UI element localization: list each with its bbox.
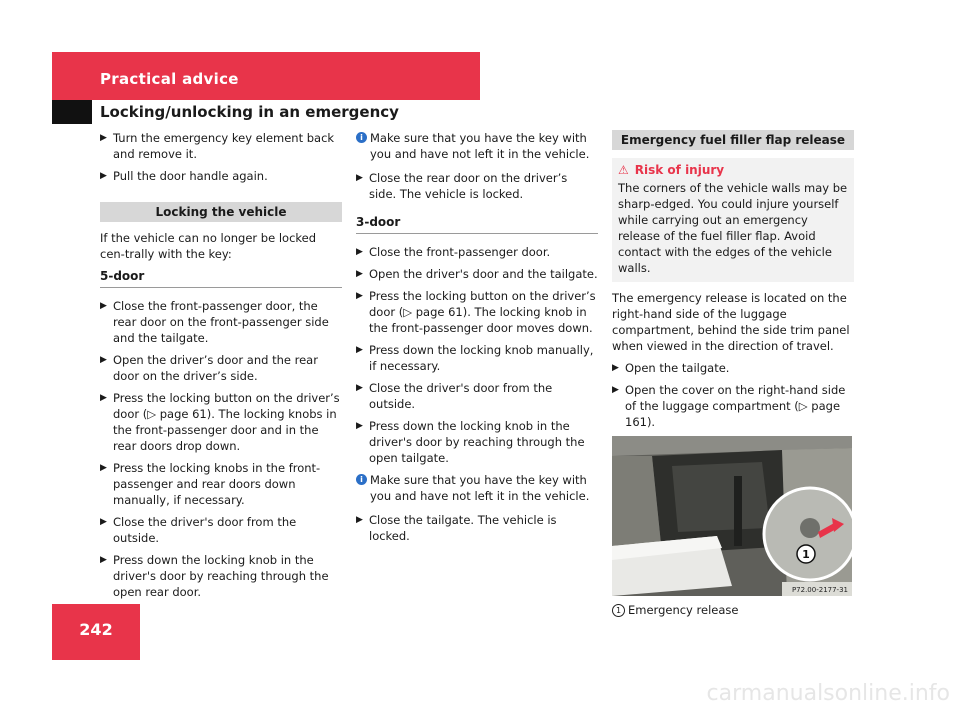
step-text: Press the locking button on the driver’s door (▷ page 61). The locking knob in the front-passenger door moves down.: [369, 289, 596, 335]
step-item: [356, 266, 598, 282]
step-text: Press the locking button on the driver’s door (▷ page 61). The locking knobs in the front-passenger door and in the rear doors drop down.: [113, 391, 340, 453]
release-location-text: The emergency release is located on the right-hand side of the luggage compartment, behind the side trim panel when viewed in the direction of travel.: [612, 291, 850, 353]
step-text: Close the rear door on the driver’s side. The vehicle is locked.: [369, 171, 568, 201]
step-item: [100, 168, 342, 184]
steps-list: [356, 512, 598, 544]
step-text: Close the front-passenger door.: [369, 245, 551, 259]
subheading-3-door: 3-door: [356, 214, 598, 234]
steps-list: [356, 244, 598, 466]
step-item: [612, 360, 854, 376]
step-text: Close the driver's door from the outside.: [113, 515, 297, 545]
arrow-right-icon: ▶: [356, 421, 363, 431]
locking-intro: If the vehicle can no longer be locked cen-trally with the key:: [100, 231, 317, 261]
arrow-right-icon: ▶: [100, 463, 107, 473]
step-item: [612, 382, 854, 430]
header-accent: [52, 100, 92, 124]
callout-number: 1: [802, 548, 810, 561]
steps-list: [356, 170, 598, 202]
step-text: Open the cover on the right-hand side of the luggage compartment (▷ page 161).: [625, 383, 846, 429]
info-note: i Make sure that you have the key with you and have not left it in the vehicle.: [356, 130, 598, 162]
arrow-right-icon: ▶: [356, 345, 363, 355]
arrow-right-icon: ▶: [100, 133, 107, 143]
step-item: [100, 130, 342, 162]
step-text: Close the front-passenger door, the rear door on the front-passenger side and the tailgate.: [113, 299, 329, 345]
section-heading-locking: Locking the vehicle: [100, 202, 342, 222]
step-text: Press down the locking knob manually, if necessary.: [369, 343, 594, 373]
column-1: [100, 130, 342, 606]
step-item: [356, 418, 598, 466]
arrow-right-icon: ▶: [100, 171, 107, 181]
section-title: Practical advice: [100, 70, 239, 88]
step-item: [100, 552, 342, 600]
section-heading-fuel-flap: Emergency fuel filler flap release: [612, 130, 854, 150]
step-item: [100, 298, 342, 346]
warning-title: Risk of injury: [634, 163, 725, 177]
step-text: Press down the locking knob in the driver's door by reaching through the open rear door.: [113, 553, 329, 599]
steps-list: [612, 360, 854, 430]
step-item: [100, 460, 342, 508]
photo-caption: [612, 602, 854, 618]
step-text: Turn the emergency key element back and remove it.: [113, 131, 335, 161]
steps-list: [100, 298, 342, 600]
step-text: Open the driver’s door and the rear door on the driver’s side.: [113, 353, 318, 383]
watermark: carmanualsonline.info: [706, 681, 950, 706]
callout-marker: 1: [612, 604, 625, 617]
photo-code: P72.00-2177-31: [791, 586, 848, 594]
photo-illustration: [612, 436, 852, 596]
page-number: 242: [79, 620, 113, 639]
step-item: [100, 514, 342, 546]
subheading-5-door: 5-door: [100, 268, 342, 288]
step-item: [356, 380, 598, 412]
arrow-right-icon: ▶: [612, 363, 619, 373]
page-title: Locking/unlocking in an emergency: [100, 103, 399, 121]
arrow-right-icon: ▶: [612, 385, 619, 395]
info-icon: i: [356, 474, 367, 485]
arrow-right-icon: ▶: [356, 383, 363, 393]
warning-triangle-icon: ⚠: [618, 163, 629, 177]
warning-box: [612, 158, 854, 282]
step-text: Close the driver's door from the outside.: [369, 381, 553, 411]
step-item: [356, 244, 598, 260]
step-item: [356, 170, 598, 202]
info-note: i Make sure that you have the key with you and have not left it in the vehicle.: [356, 472, 598, 504]
step-text: Open the driver's door and the tailgate.: [369, 267, 598, 281]
warning-text: The corners of the vehicle walls may be sharp-edged. You could injure yourself while carrying out an emergency release of the fuel filler flap. Avoid contact with the edges of the vehicle walls.: [618, 181, 848, 275]
arrow-right-icon: ▶: [356, 291, 363, 301]
arrow-right-icon: ▶: [356, 269, 363, 279]
step-text: Press the locking knobs in the front-passenger and rear doors down manually, if necessary.: [113, 461, 321, 507]
arrow-right-icon: ▶: [356, 173, 363, 183]
step-text: Close the tailgate. The vehicle is locked.: [369, 513, 557, 543]
step-item: [356, 342, 598, 374]
column-2: [356, 130, 598, 550]
arrow-right-icon: ▶: [100, 517, 107, 527]
arrow-right-icon: ▶: [100, 555, 107, 565]
arrow-right-icon: ▶: [100, 301, 107, 311]
steps-list: [100, 130, 342, 184]
step-text: Press down the locking knob in the driver's door by reaching through the open tailgate.: [369, 419, 585, 465]
arrow-right-icon: ▶: [356, 247, 363, 257]
step-item: [356, 288, 598, 336]
info-icon: i: [356, 132, 367, 143]
step-text: Pull the door handle again.: [113, 169, 268, 183]
step-item: [100, 390, 342, 454]
step-item: [100, 352, 342, 384]
arrow-right-icon: ▶: [100, 355, 107, 365]
step-item: [356, 512, 598, 544]
arrow-right-icon: ▶: [100, 393, 107, 403]
luggage-compartment-photo: [612, 436, 852, 596]
caption-text: Emergency release: [628, 603, 739, 617]
step-text: Open the tailgate.: [625, 361, 730, 375]
arrow-right-icon: ▶: [356, 515, 363, 525]
column-3: [612, 130, 854, 618]
